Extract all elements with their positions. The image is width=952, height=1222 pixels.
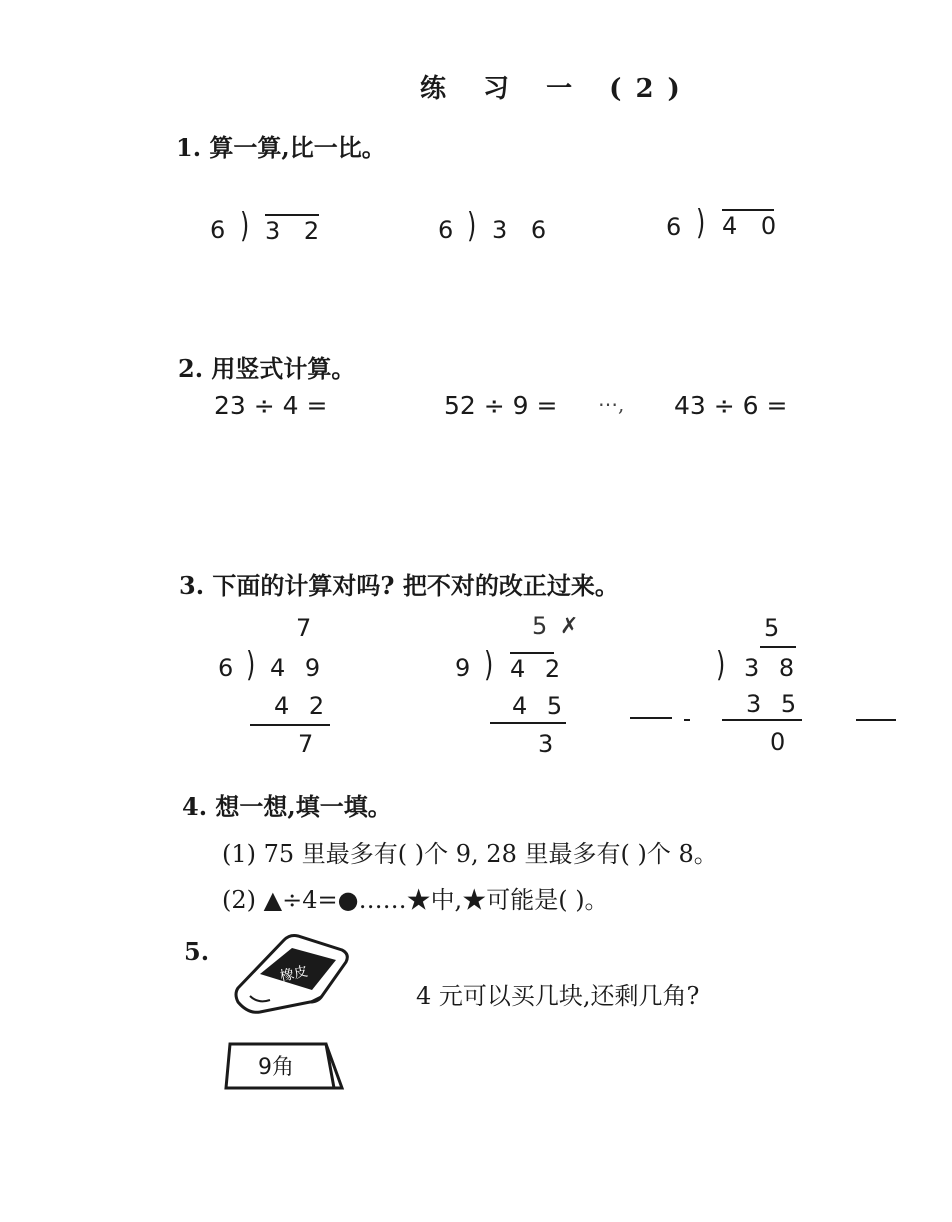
division-bracket: ) [695,203,706,243]
quotient-line [760,646,796,648]
q4-line-2-prefix: (2) [222,886,256,914]
q1-dividend: 4 0 [722,209,774,240]
division-bracket: ) [245,645,256,685]
q1-dividend: 3 6 [492,216,555,244]
q4-line-1: (1) 75 里最多有( )个 9, 28 里最多有( )个 8。 [222,840,718,868]
subtraction-line [250,724,330,726]
q4-line-2-eq: ÷4= [282,886,338,914]
q1-divisor: 6 [438,216,462,244]
star-icon: ★ [462,886,487,914]
q3-quotient: 5 [764,614,786,642]
q3-dividend: 4 9 [270,654,327,682]
q2-problem-3: 43 ÷ 6 = [674,391,788,420]
q4-line-2-end: 可能是( )。 [486,886,609,914]
subtraction-line [490,722,566,724]
subtraction-line [722,719,802,721]
answer-blank [630,717,672,719]
q1-heading: 1. 算一算,比一比。 [176,133,386,162]
q4-line-2-dots: …… [358,886,407,914]
q5-number: 5. [184,937,210,966]
division-bracket: ) [239,206,250,246]
q4-heading: 4. 想一想,填一填。 [182,792,392,821]
q3-quotient: 5 [532,612,554,640]
eraser-icon [226,930,356,1030]
q3-remainder: 3 [538,730,560,758]
division-bracket: ) [715,645,726,685]
q1-divisor: 6 [210,216,234,244]
pencil-mark: ⋯, [598,392,625,416]
q4-line-2-mid: 中, [430,886,463,914]
price-label: 9角 [258,1055,294,1080]
answer-blank [684,719,690,721]
q1-divisor: 6 [666,213,690,241]
q3-remainder: 7 [298,730,320,758]
division-bracket: ) [466,206,477,246]
page-title: 练 习 一 (2) [420,74,694,104]
eraser-label: 橡皮 [278,963,310,986]
q3-product: 4 5 [512,692,569,720]
q3-dividend: 4 2 [510,652,554,683]
triangle-icon: ▲ [263,886,283,914]
division-bracket: ) [483,645,494,685]
q3-remainder: 0 [770,728,792,756]
q3-divisor: 9 [455,654,477,682]
q5-question: 4 元可以买几块,还剩几角? [416,982,700,1010]
star-icon: ★ [406,886,431,914]
q2-problem-1: 23 ÷ 4 = [214,391,328,420]
q3-product: 3 5 [746,690,803,718]
q3-heading: 3. 下面的计算对吗? 把不对的改正过来。 [179,571,619,600]
q4-line-2 [222,880,609,915]
q1-dividend: 3 2 [265,214,319,245]
q3-divisor: 6 [218,654,240,682]
q3-quotient: 7 [296,614,318,642]
q3-dividend: 3 8 [744,654,801,682]
answer-blank [856,719,896,721]
circle-icon: ● [337,886,359,914]
q2-problem-2: 52 ÷ 9 = [444,391,558,420]
q2-heading: 2. 用竖式计算。 [178,354,356,383]
q3-product: 4 2 [274,692,331,720]
cross-mark-icon: ✗ [560,614,579,639]
